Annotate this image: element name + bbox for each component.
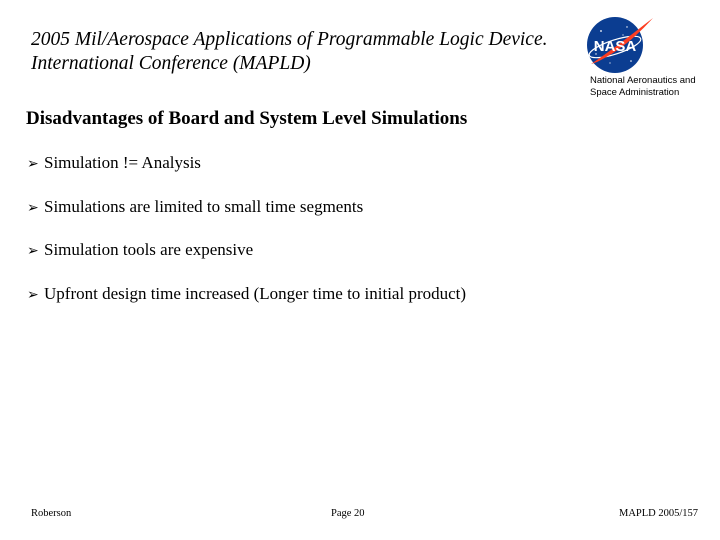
bullet-text: Simulations are limited to small time segments [44,197,364,216]
bullet-item [27,283,466,306]
bullet-text: Simulation tools are expensive [44,240,254,259]
conference-title-line-2: International Conference (MAPLD) [31,53,311,74]
footer-page-number: Page 20 [331,508,365,519]
conference-title-line-1: 2005 Mil/Aerospace Applications of Programmable Logic Device. [31,29,548,50]
arrow-bullet-icon: ➢ [27,243,39,259]
conference-title [31,28,591,76]
bullet-item [27,152,201,175]
bullet-text: Upfront design time increased (Longer time to initial product) [44,284,467,303]
nasa-logo [583,14,661,76]
bullet-item [27,196,363,219]
agency-name [590,75,715,99]
footer-author: Roberson [31,508,72,519]
bullet-text: Simulation != Analysis [44,153,201,172]
agency-name-line-1: National Aeronautics and [590,75,696,86]
footer-document-id: MAPLD 2005/157 [619,508,699,519]
nasa-logo-wordmark: NASA [593,38,637,55]
bullet-item [27,239,253,262]
agency-name-line-2: Space Administration [590,87,680,98]
arrow-bullet-icon: ➢ [27,287,39,303]
arrow-bullet-icon: ➢ [27,156,39,172]
arrow-bullet-icon: ➢ [27,200,39,216]
slide-title: Disadvantages of Board and System Level Simulations [26,108,468,129]
